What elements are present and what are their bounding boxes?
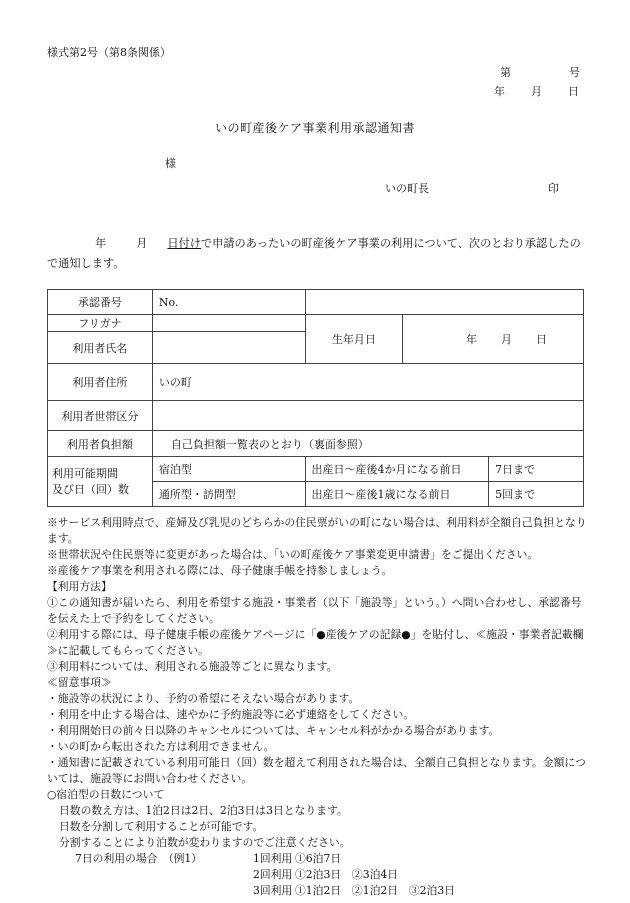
burden-value: 自己負担額一覧表のとおり（裏面参照） <box>152 431 583 457</box>
approval-no-label: 承認番号 <box>48 290 153 315</box>
birth-year: 年 <box>466 333 477 346</box>
caution-5: ・通知書に記載されている利用可能日（回）数を超えて利用された場合は、全額自己負担となります。金額については、施設等にお問い合わせください。 <box>47 756 586 785</box>
approval-no-value: No. <box>152 290 305 315</box>
stay-limit: 7日まで <box>489 457 584 482</box>
example-3-use: 3回利用 <box>253 884 293 897</box>
seal-mark: 印 <box>548 182 559 195</box>
method-2: ②利用する際には、母子健康手帳の産後ケアページに「●産後ケアの記録●」を貼付し、≪施設・事業者記載欄≫に記載してもらってください。 <box>47 628 584 657</box>
burden-label: 利用者負担額 <box>48 431 153 457</box>
addressee: 様 <box>165 157 176 170</box>
birth-day: 日 <box>536 333 547 346</box>
issuer: いの町長 <box>385 182 429 195</box>
period-label-line2: 及び日（回）数 <box>52 482 129 496</box>
note-3: ※産後ケア事業を利用される際には、母子健康手帳を持参しましょう。 <box>47 564 393 577</box>
caution-3: ・利用開始日の前々日以降のキャンセルについては、キャンセル料がかかる場合があります。 <box>47 724 500 737</box>
days-3: 分割することにより泊数が変わりますのでご注意ください。 <box>59 836 351 849</box>
example-label: 7日の利用の場合 （例1） <box>75 852 203 865</box>
number-suffix: 号 <box>569 66 580 79</box>
example-grid <box>47 851 587 899</box>
intro-year: 年 <box>95 237 107 250</box>
note-2: ※世帯状況や住民票等に変更があった場合は、「いの町産後ケア事業変更申請書」をご提出ください。 <box>47 548 539 561</box>
visit-period: 出産日～産後1歳になる前日 <box>305 482 489 507</box>
approval-info-table <box>47 289 584 507</box>
document-number <box>500 64 580 80</box>
visit-limit: 5回まで <box>489 482 584 507</box>
caution-heading: ≪留意事項≫ <box>47 676 112 689</box>
birth-value <box>403 315 584 364</box>
days-2: 日数を分割して利用することが可能です。 <box>59 820 264 833</box>
household-label: 利用者世帯区分 <box>48 401 153 431</box>
example-1-detail: ①6泊7日 <box>295 852 342 865</box>
date-day: 日 <box>568 85 579 98</box>
furigana-value <box>152 315 305 332</box>
caution-1: ・施設等の状況により、予約の希望にそえない場合があります。 <box>47 692 360 705</box>
period-label-line1: 利用可能期間 <box>52 466 118 480</box>
address-label: 利用者住所 <box>48 364 153 401</box>
date-year: 年 <box>494 85 505 98</box>
form-number: 様式第2号（第8条関係） <box>47 46 171 59</box>
address-value: いの町 <box>152 364 583 401</box>
intro-text: で申請のあったいの町産後ケア事業の利用について、次のとおり承認したので通知します。 <box>47 237 581 270</box>
method-3: ③利用料については、利用される施設等ごとに異なります。 <box>47 660 338 673</box>
intro-date-underlined: 日付け <box>167 237 201 250</box>
note-1: ※サービス利用時点で、産婦及び乳児のどちらかの住民票がいの町にない場合は、利用料が全額自己負担となります。 <box>47 516 587 545</box>
date-month: 月 <box>531 85 542 98</box>
period-label <box>48 457 153 507</box>
document-title: いの町産後ケア事業利用承認通知書 <box>214 121 415 135</box>
issue-date <box>494 83 579 99</box>
number-prefix: 第 <box>500 66 511 79</box>
caution-2: ・利用を中止する場合は、速やかに予約施設等に必ず連絡をしてください。 <box>47 708 415 721</box>
caution-4: ・いの町から転出された方は利用できません。 <box>47 740 275 753</box>
notes-section <box>47 515 587 899</box>
birth-label: 生年月日 <box>305 315 403 364</box>
furigana-label: フリガナ <box>48 315 153 332</box>
visit-type: 通所型・訪問型 <box>152 482 305 507</box>
approval-no-blank <box>305 290 584 315</box>
method-1: ①この通知書が届いたら、利用を希望する施設・事業者（以下「施設等」という。）へ問い合わせし、承認番号を伝えた上で予約をしてください。 <box>47 596 582 625</box>
stay-period: 出産日～産後4か月になる前日 <box>305 457 489 482</box>
intro-month: 月 <box>136 237 148 250</box>
stay-type: 宿泊型 <box>152 457 305 482</box>
days-1: 日数の数え方は、1泊2日は2日、2泊3日は3日となります。 <box>59 804 348 817</box>
days-heading: ○宿泊型の日数について <box>47 788 165 801</box>
example-2-use: 2回利用 <box>253 868 293 881</box>
name-label: 利用者氏名 <box>48 332 153 364</box>
household-value <box>152 401 583 431</box>
name-value <box>152 332 305 364</box>
birth-month: 月 <box>501 333 512 346</box>
example-2-detail: ①2泊3日 ②3泊4日 <box>295 868 399 881</box>
example-3-detail: ①1泊2日 ②1泊2日 ③2泊3日 <box>295 884 455 897</box>
intro-paragraph <box>47 234 587 274</box>
example-1-use: 1回利用 <box>253 852 293 865</box>
method-heading: 【利用方法】 <box>47 580 112 593</box>
